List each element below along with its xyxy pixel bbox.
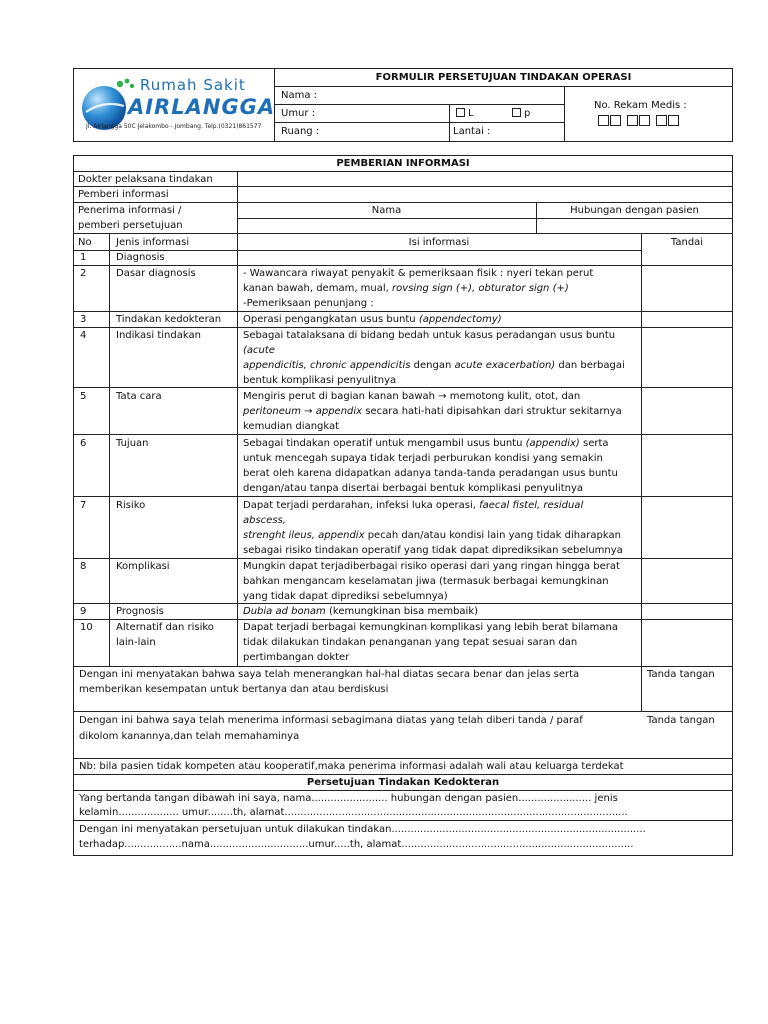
gender-l-option[interactable]: L	[456, 106, 474, 121]
row-10-isi-line-1: Dapat terjadi berbagai kemungkinan komplikasi yang lebih berat bilamana	[243, 622, 619, 633]
row-2-isi-line-3: -Pemeriksaan penunjang :	[243, 298, 374, 309]
row-5-isi-line-3: kemudian diangkat	[243, 421, 340, 432]
row-8-tandai-cell[interactable]	[642, 559, 732, 602]
logo-top-text: Rumah Sakit	[140, 76, 246, 94]
tanda-tangan-label-2: Tanda tangan	[647, 715, 715, 726]
row-4-isi-line-1: Sebagai tatalaksana di bidang bedah untuk kasus peradangan usus buntu	[243, 330, 616, 341]
row-10-isi-line-3: pertimbangan dokter	[243, 652, 350, 663]
row-7-isi-line-4: sebagai risiko tindakan operatif yang tidak dapat diprediksikan sebelumnya	[243, 545, 623, 556]
row-3-jenis: Tindakan kedokteran	[116, 314, 222, 325]
umur-label: Umur :	[281, 108, 316, 119]
consent-p1-line-2: kelamin................... umur........th, alamat............................................................................................................	[79, 807, 628, 818]
row-9-isi-line-1: Dubia ad bonam (kemungkinan bisa membaik)	[243, 606, 479, 617]
row-6-no: 6	[80, 438, 87, 449]
declaration-2-line-2: dikolom kanannya,dan telah memahaminya	[79, 731, 300, 742]
row-6-isi-line-1: Sebagai tindakan operatif untuk mengambil usus buntu (appendix) serta	[243, 438, 609, 449]
row-7-jenis: Risiko	[116, 500, 146, 511]
row-4-jenis: Indikasi tindakan	[116, 330, 201, 341]
row-4-isi-line-4: bentuk komplikasi penyulitnya	[243, 375, 397, 386]
row-5-jenis: Tata cara	[116, 391, 162, 402]
gender-l-checkbox[interactable]	[456, 108, 465, 117]
gender-p-checkbox[interactable]	[512, 108, 521, 117]
header-row-line-1	[274, 104, 564, 105]
declaration-1-line-2: memberikan kesempatan untuk bertanya dan atau berdiskusi	[79, 684, 389, 695]
dokter-label: Dokter pelaksana tindakan	[78, 174, 213, 185]
row-2-no: 2	[80, 268, 87, 279]
row-10-tandai-cell[interactable]	[642, 620, 732, 665]
col-isi-header: Isi informasi	[408, 237, 470, 248]
nama-label: Nama :	[281, 90, 318, 101]
row-4-isi-line-3: appendicitis, chronic appendicitis dengan acute exacerbation) dan berbagai	[243, 360, 625, 371]
row-5-tandai-cell[interactable]	[642, 388, 732, 433]
row-1-jenis: Diagnosis	[116, 252, 165, 263]
row-1-no: 1	[80, 252, 87, 263]
col-jenis-header: Jenis informasi	[116, 237, 190, 248]
lantai-label: Lantai :	[453, 126, 491, 137]
row-9-no: 9	[80, 606, 87, 617]
row-2-isi-line-2: kanan bawah, demam, mual, rovsing sign (+), obturator sign (+)	[243, 283, 569, 294]
row-7-isi-line-3: strenght ileus, appendix pecah dan/atau kondisi lain yang tidak diharapkan	[243, 530, 621, 541]
hubungan-column-header: Hubungan dengan pasien	[570, 205, 699, 216]
row-3-tandai-cell[interactable]	[642, 312, 732, 326]
header-divider-gender	[449, 104, 450, 142]
gender-p-option[interactable]: p	[512, 106, 530, 121]
tanda-tangan-label-1: Tanda tangan	[647, 669, 715, 680]
row-6-isi-line-2: untuk mencegah supaya tidak terjadi perburukan kondisi yang semakin	[243, 453, 603, 464]
row-5-isi-line-2: peritoneum → appendix secara hati-hati dipisahkan dari struktur sekitarnya	[243, 406, 622, 417]
hospital-logo	[78, 72, 276, 138]
row-7-isi-line-1: Dapat terjadi perdarahan, infeksi luka operasi, faecal fistel, residual	[243, 500, 584, 511]
rekam-medis-label: No. Rekam Medis :	[594, 100, 687, 111]
row-2-isi-line-1: - Wawancara riwayat penyakit & pemeriksaan fisik : nyeri tekan perut	[243, 268, 594, 279]
row-6-jenis: Tujuan	[116, 438, 149, 449]
penerima-label-2: pemberi persetujuan	[78, 220, 183, 231]
nb-note: Nb: bila pasien tidak kompeten atau kooperatif,maka penerima informasi adalah wali atau keluarga terdekat	[79, 761, 624, 772]
row-3-no: 3	[80, 314, 87, 325]
row-6-isi-line-3: berat oleh karena didapatkan adanya tanda-tanda peradangan usus buntu	[243, 468, 618, 479]
row-5-isi-line-1: Mengiris perut di bagian kanan bawah → memotong kulit, otot, dan	[243, 391, 581, 402]
row-8-isi-line-3: yang tidak dapat diprediksi sebelumnya)	[243, 591, 448, 602]
penerima-label-1: Penerima informasi /	[78, 205, 182, 216]
logo-address-text: Jl. Airlangga 50C Jelakombo - Jombang. Telp.(0321)861577	[86, 123, 262, 130]
penerima-hubungan-field[interactable]	[537, 219, 732, 232]
nama-column-header: Nama	[371, 205, 402, 216]
row-1-tandai-cell[interactable]	[642, 251, 732, 265]
row-2-jenis: Dasar diagnosis	[116, 268, 196, 279]
pemberi-label: Pemberi informasi	[78, 189, 169, 200]
row-8-isi-line-1: Mungkin dapat terjadiberbagai risiko operasi dari yang ringan hingga berat	[243, 561, 620, 572]
row-7-isi-line-2: abscess,	[243, 515, 286, 526]
row-7-tandai-cell[interactable]	[642, 497, 732, 557]
consent-p2-line-2: terhadap..................nama...............................umur.....th, alamat.........................................................................	[79, 839, 634, 850]
col-no-header: No	[78, 237, 92, 248]
row-10-no: 10	[80, 622, 93, 633]
row-8-jenis: Komplikasi	[116, 561, 170, 572]
row-7-no: 7	[80, 500, 87, 511]
ruang-label: Ruang :	[281, 126, 320, 137]
row-8-no: 8	[80, 561, 87, 572]
row-6-tandai-cell[interactable]	[642, 435, 732, 495]
row-3-isi-line-1: Operasi pengangkatan usus buntu (appendectomy)	[243, 314, 502, 325]
row-10-isi-line-2: tidak dilakukan tindakan penanganan yang tepat sesuai saran dan	[243, 637, 578, 648]
header-title-underline	[274, 86, 733, 87]
header-divider-rekam	[564, 86, 565, 142]
col-tandai-header: Tandai	[670, 237, 704, 248]
row-8-isi-line-2: bahkan mengancam keselamatan jiwa (termasuk berbagai kemungkinan	[243, 576, 609, 587]
form-title: FORMULIR PERSETUJUAN TINDAKAN OPERASI	[375, 72, 632, 83]
signature-field-2[interactable]	[642, 730, 732, 757]
row-4-isi-line-2: (acute	[243, 345, 275, 356]
info-section-title: PEMBERIAN INFORMASI	[336, 158, 470, 169]
dokter-field[interactable]	[238, 172, 732, 186]
row-10-jenis-line-2: lain-lain	[116, 637, 156, 648]
row-10-jenis: Alternatif dan risiko	[116, 622, 214, 633]
consent-p1-line-1: Yang bertanda tangan dibawah ini saya, nama........................ hubungan dengan pasien....................... jenis	[79, 793, 618, 804]
row-4-tandai-cell[interactable]	[642, 328, 732, 386]
declaration-1-line-1: Dengan ini menyatakan bahwa saya telah menerangkan hal-hal diatas secara benar dan jelas serta	[79, 669, 580, 680]
consent-p2-line-1: Dengan ini menyatakan persetujuan untuk dilakukan tindakan................................................................................	[79, 824, 646, 835]
row-6-isi-line-4: dengan/atau tanpa disertai berbagai bentuk komplikasi penyulitnya	[243, 483, 584, 494]
declaration-2-line-1: Dengan ini bahwa saya telah menerima informasi sebagimana diatas yang telah diberi tanda / paraf	[79, 715, 583, 726]
signature-field-1[interactable]	[642, 684, 732, 710]
logo-brand-text: AIRLANGGA	[128, 95, 276, 119]
pemberi-field[interactable]	[238, 187, 732, 201]
penerima-nama-field[interactable]	[238, 219, 535, 232]
row-9-tandai-cell[interactable]	[642, 604, 732, 618]
consent-title: Persetujuan Tindakan Kedokteran	[306, 777, 500, 788]
row-2-tandai-cell[interactable]	[642, 266, 732, 310]
row-5-no: 5	[80, 391, 87, 402]
row-4-no: 4	[80, 330, 87, 341]
rekam-medis-boxes[interactable]	[598, 115, 680, 126]
row-9-jenis: Prognosis	[116, 606, 164, 617]
header-row-line-2	[274, 122, 564, 123]
